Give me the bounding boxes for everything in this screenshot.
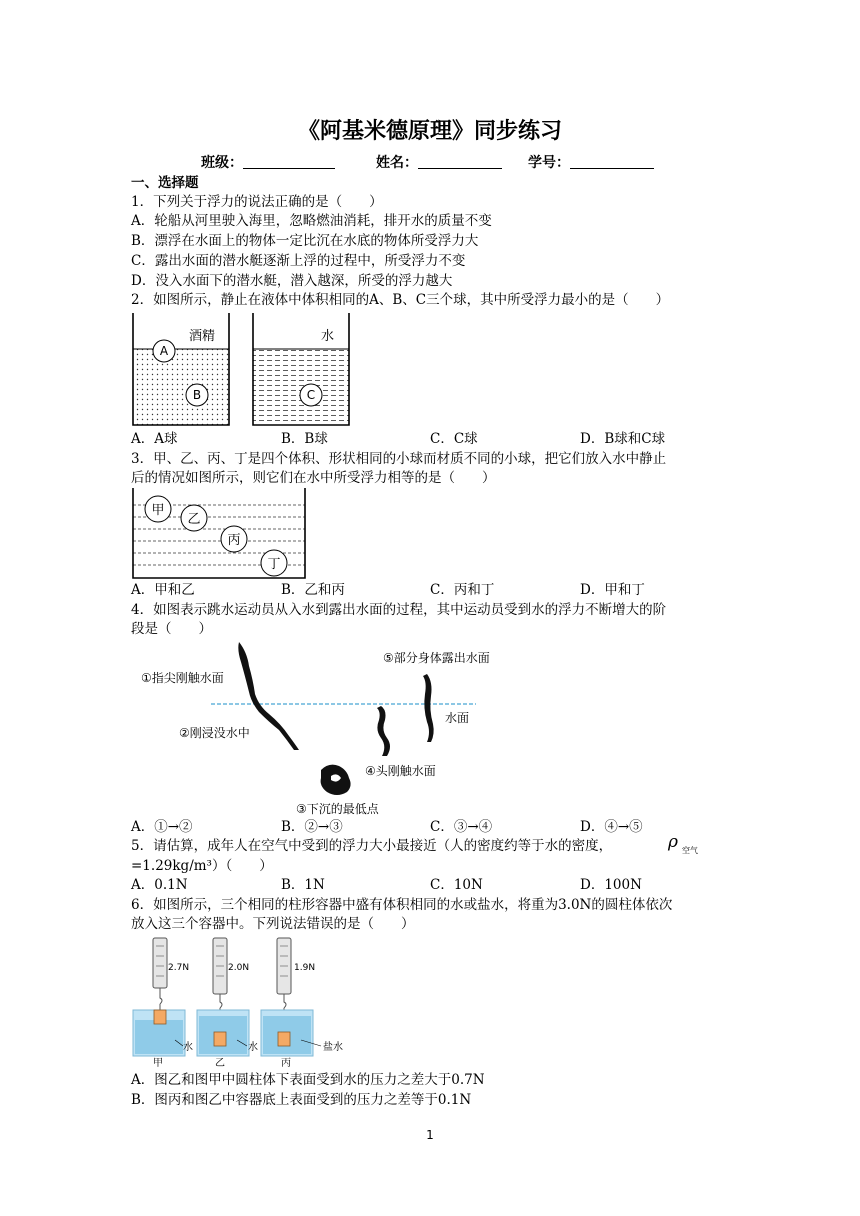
block-bing — [278, 1032, 290, 1046]
q3-figure — [131, 488, 307, 580]
water-liquid — [253, 349, 349, 425]
q6-figure — [131, 936, 361, 1068]
diver-stage-3 — [321, 765, 351, 795]
stage-4-label: ④头刚触水面 — [365, 764, 436, 778]
ball-b-label: B — [192, 388, 202, 402]
name-field — [376, 152, 502, 172]
stage-2-label: ②刚浸没水中 — [179, 726, 250, 740]
force-jia: 2.7N — [168, 963, 190, 973]
q6-option-a: A．图乙和图甲中圆柱体下表面受到水的压力之差大于0.7N — [131, 1072, 485, 1088]
q5-stem-1 — [131, 837, 612, 855]
container-jia — [133, 938, 193, 1069]
q5-option-b: B．1N — [281, 877, 325, 893]
liquid-label-bing: 盐水 — [323, 1042, 343, 1053]
q4-stem-1: 4．如图表示跳水运动员从入水到露出水面的过程，其中运动员受到水的浮力不断增大的阶 — [131, 602, 667, 618]
ball-ding-label: 丁 — [267, 557, 281, 572]
page-title: 《阿基米德原理》同步练习 — [297, 119, 562, 144]
q4-option-b: B．②→③ — [281, 819, 343, 835]
container-yi — [197, 938, 258, 1069]
class-blank[interactable] — [243, 153, 335, 169]
force-yi: 2.0N — [228, 963, 250, 973]
stage-3-label: ③下沉的最低点 — [296, 802, 379, 816]
id-label: 学号： — [528, 155, 570, 171]
q3-option-c: C．丙和丁 — [430, 582, 495, 598]
liquid-label-yi: 水 — [248, 1042, 258, 1053]
block-jia — [154, 1010, 166, 1024]
q1-option-a: A．轮船从河里驶入海里，忽略燃油消耗，排开水的质量不变 — [131, 213, 492, 229]
ball-jia-label: 甲 — [151, 503, 165, 518]
alcohol-label: 酒精 — [189, 329, 216, 344]
container-bing — [261, 938, 343, 1069]
q4-option-d: D．④→⑤ — [580, 819, 643, 835]
ball-a-label: A — [159, 344, 169, 358]
q2-option-d: D．B球和C球 — [580, 431, 666, 447]
diver-stage-5 — [423, 674, 434, 742]
diver-stage-4 — [377, 706, 390, 756]
q5-option-d: D．100N — [580, 877, 642, 893]
q1-option-d: D．没入水面下的潜水艇，潜入越深，所受的浮力越大 — [131, 273, 453, 289]
water-surface-label: 水面 — [445, 711, 470, 725]
q2-stem: 2．如图所示，静止在液体中体积相同的A、B、C三个球，其中所受浮力最小的是（ ） — [131, 292, 670, 308]
name-blank[interactable] — [418, 153, 502, 169]
q3-stem-2: 后的情况如图所示，则它们在水中所受浮力相等的是（ ） — [131, 470, 496, 486]
container-label-bing: 丙 — [281, 1058, 291, 1069]
q3-option-b: B．乙和丙 — [281, 582, 345, 598]
q2-option-c: C．C球 — [430, 431, 478, 447]
block-yi — [214, 1032, 226, 1046]
q5-rho-subscript: 空气 — [682, 846, 698, 855]
q5-option-c: C．10N — [430, 877, 483, 893]
q6-option-b: B．图丙和图乙中容器底上表面受到的压力之差等于0.1N — [131, 1092, 472, 1108]
q4-option-c: C．③→④ — [430, 819, 493, 835]
q3-option-d: D．甲和丁 — [580, 582, 645, 598]
id-field — [528, 152, 654, 172]
q2-option-b: B．B球 — [281, 431, 328, 447]
q1-option-c: C．露出水面的潜水艇逐渐上浮的过程中，所受浮力不变 — [131, 253, 466, 269]
ball-c-label: C — [306, 388, 316, 402]
q5-stem-text: 5．请估算，成年人在空气中受到的浮力大小最接近（人的密度约等于水的密度， — [131, 838, 613, 854]
page-number: 1 — [426, 1128, 434, 1142]
container-label-jia: 甲 — [153, 1058, 163, 1069]
q5-rho: ρ — [668, 832, 678, 852]
ball-bing-label: 丙 — [227, 533, 241, 548]
alcohol-liquid — [133, 349, 229, 425]
q1-option-b: B．漂浮在水面上的物体一定比沉在水底的物体所受浮力大 — [131, 233, 479, 249]
q4-option-a: A．①→② — [131, 819, 193, 835]
q3-stem-1: 3．甲、乙、丙、丁是四个体积、形状相同的小球而材质不同的小球，把它们放入水中静止 — [131, 451, 667, 467]
class-field — [201, 152, 335, 172]
q6-stem-1: 6．如图所示，三个相同的柱形容器中盛有体积相同的水或盐水，将重为3.0N的圆柱体依次 — [131, 897, 673, 913]
stage-1-label: ①指尖刚触水面 — [141, 671, 224, 685]
force-bing: 1.9N — [294, 963, 316, 973]
stage-5-label: ⑤部分身体露出水面 — [383, 651, 490, 665]
section-heading: 一、选择题 — [131, 175, 199, 191]
class-label: 班级： — [201, 155, 243, 171]
id-blank[interactable] — [570, 153, 654, 169]
q3-option-a: A．甲和乙 — [131, 582, 195, 598]
liquid-label-jia: 水 — [183, 1042, 193, 1053]
ball-yi-label: 乙 — [187, 512, 201, 527]
container-label-yi: 乙 — [215, 1058, 225, 1069]
q2-figure — [131, 313, 351, 427]
q4-stem-2: 段是（ ） — [131, 621, 212, 637]
q5-stem-2: =1.29kg/m³）（ ） — [131, 858, 273, 874]
q1-stem: 1．下列关于浮力的说法正确的是（ ） — [131, 194, 383, 210]
name-label: 姓名： — [376, 155, 418, 171]
q6-stem-2: 放入这三个容器中。下列说法错误的是（ ） — [131, 916, 415, 932]
q4-figure — [131, 638, 490, 818]
q5-option-a: A．0.1N — [131, 877, 188, 893]
water-label: 水 — [321, 329, 335, 344]
q2-option-a: A．A球 — [131, 431, 178, 447]
